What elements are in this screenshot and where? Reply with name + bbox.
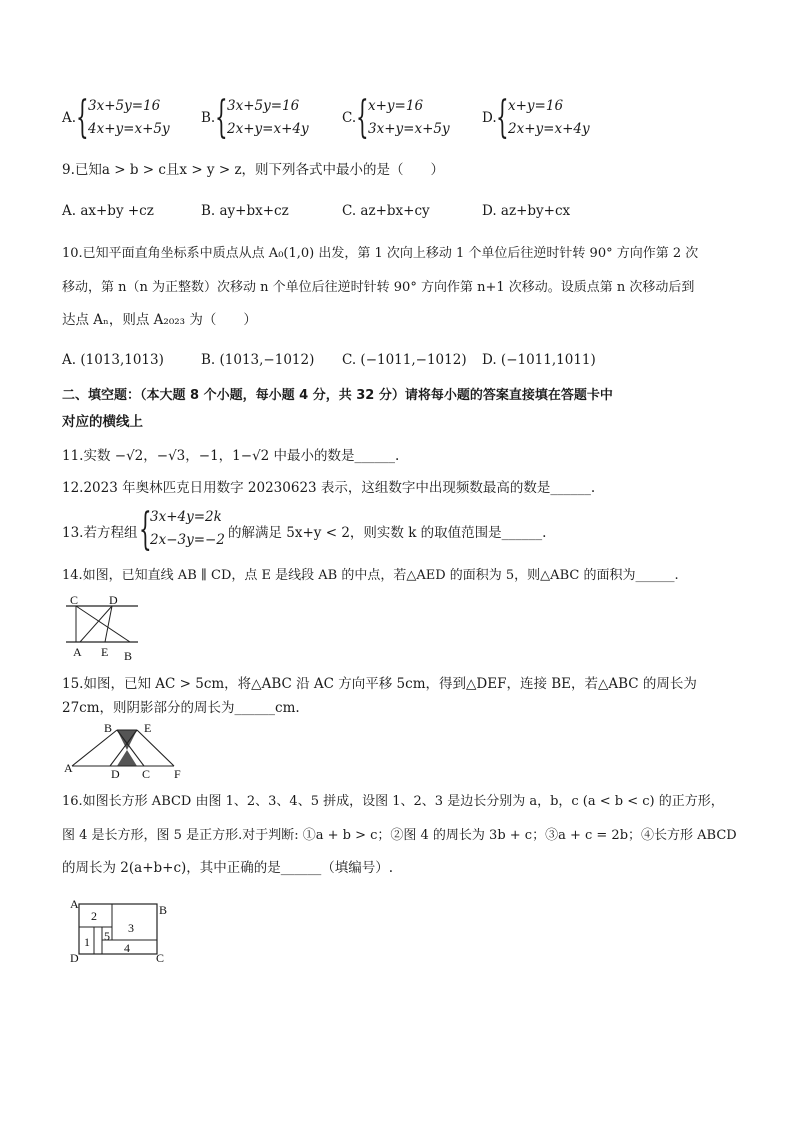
q14-figure bbox=[64, 594, 144, 664]
q13-equation-1: 3x+4y=2k bbox=[150, 509, 222, 525]
q14-stem: 14.如图，已知直线 AB ∥ CD，点 E 是线段 AB 的中点，若△AED 的面积为 5，则△ABC 的面积为______. bbox=[62, 568, 679, 583]
q15-figure bbox=[64, 720, 184, 780]
brace: { bbox=[356, 92, 369, 143]
q9-option-d[interactable]: D. az+by+cx bbox=[482, 203, 571, 219]
point-label: C bbox=[70, 594, 79, 607]
brace: { bbox=[215, 92, 228, 143]
section-2-heading: 二、填空题：（本大题 8 个小题，每小题 4 分，共 32 分）请将每小题的答案直接填在答题卡中 bbox=[62, 388, 613, 403]
q8-option-c[interactable] bbox=[342, 92, 472, 143]
q10-line-3: 达点 Aₙ，则点 A₂₀₂₃ 为（ ） bbox=[62, 312, 257, 328]
equation-2: 4x+y=x+5y bbox=[88, 121, 170, 137]
point-label: E bbox=[101, 645, 109, 659]
equation-2: 2x+y=x+4y bbox=[227, 121, 309, 137]
brace: { bbox=[496, 92, 509, 143]
region-label: 4 bbox=[124, 941, 130, 955]
q10-line-1: 10.已知平面直角坐标系中质点从点 A₀(1,0) 出发，第 1 次向上移动 1 个单位后往逆时针转 90° 方向作第 2 次 bbox=[62, 246, 699, 261]
q16-line-2: 图 4 是长方形，图 5 是正方形.对于判断: ①a + b > c；②图 4 的周长为 3b + c；③a + c = 2b；④长方形 ABCD bbox=[62, 828, 737, 843]
q15-line-1: 15.如图，已知 AC > 5cm，将△ABC 沿 AC 方向平移 5cm，得到△DEF，连接 BE，若△ABC 的周长为 bbox=[62, 676, 697, 692]
section-2-heading-cont: 对应的横线上 bbox=[62, 414, 143, 430]
q13 bbox=[62, 504, 622, 555]
equation-1: x+y=16 bbox=[508, 98, 564, 114]
corner-label: C bbox=[156, 951, 165, 965]
point-label: A bbox=[64, 761, 73, 775]
region-label: 3 bbox=[128, 921, 134, 935]
q9-stem: 9.已知a > b > c且x > y > z，则下列各式中最小的是（ ） bbox=[62, 162, 445, 178]
q16-figure bbox=[64, 896, 176, 966]
q10-option-a[interactable]: A. (1013,1013) bbox=[62, 352, 164, 368]
option-label: C. bbox=[342, 110, 357, 126]
equation-1: 3x+5y=16 bbox=[227, 98, 300, 114]
q13-equation-2: 2x−3y=−2 bbox=[150, 532, 225, 548]
point-label: D bbox=[111, 767, 120, 780]
point-label: C bbox=[142, 767, 151, 780]
point-label: A bbox=[73, 645, 82, 659]
brace: { bbox=[139, 504, 152, 555]
q9-option-a[interactable]: A. ax+by +cz bbox=[62, 203, 154, 219]
region-label: 5 bbox=[104, 929, 110, 943]
q8-option-a[interactable] bbox=[62, 92, 192, 143]
point-label: B bbox=[124, 649, 133, 663]
region-label: 2 bbox=[91, 909, 97, 923]
q8-option-d[interactable] bbox=[482, 92, 622, 143]
q11: 11.实数 −√2，−√3，−1，1−√2 中最小的数是______. bbox=[62, 448, 400, 464]
q15-line-2: 27cm，则阴影部分的周长为______cm. bbox=[62, 700, 300, 716]
region-label: 1 bbox=[84, 935, 90, 949]
q16-line-1: 16.如图长方形 ABCD 由图 1、2、3、4、5 拼成，设图 1、2、3 是边长分别为 a，b，c (a < b < c) 的正方形， bbox=[62, 794, 724, 809]
point-label: B bbox=[104, 721, 113, 735]
corner-label: B bbox=[159, 903, 168, 917]
point-label: E bbox=[144, 721, 152, 735]
q10-option-d[interactable]: D. (−1011,1011) bbox=[482, 352, 596, 368]
q13-prefix: 13.若方程组 bbox=[62, 525, 138, 541]
q9-option-c[interactable]: C. az+bx+cy bbox=[342, 203, 430, 219]
q12: 12.2023 年奥林匹克日用数字 20230623 表示，这组数字中出现频数最高的数是______. bbox=[62, 480, 596, 496]
point-label: F bbox=[174, 767, 181, 780]
option-label: D. bbox=[482, 110, 497, 126]
q10-line-2: 移动，第 n（n 为正整数）次移动 n 个单位后往逆时针转 90° 方向作第 n+1 次移动。设质点第 n 次移动后到 bbox=[62, 280, 695, 295]
q8-option-b[interactable] bbox=[201, 92, 331, 143]
q9-option-b[interactable]: B. ay+bx+cz bbox=[201, 203, 289, 219]
equation-1: 3x+5y=16 bbox=[88, 98, 161, 114]
q16-line-3: 的周长为 2(a+b+c)，其中正确的是______（填编号）. bbox=[62, 860, 394, 876]
brace: { bbox=[76, 92, 89, 143]
point-label: D bbox=[109, 594, 118, 607]
corner-label: A bbox=[70, 897, 79, 911]
corner-label: D bbox=[70, 951, 79, 965]
equation-2: 3x+y=x+5y bbox=[368, 121, 450, 137]
q10-option-b[interactable]: B. (1013,−1012) bbox=[201, 352, 315, 368]
equation-2: 2x+y=x+4y bbox=[508, 121, 590, 137]
q13-suffix: 的解满足 5x+y < 2，则实数 k 的取值范围是______. bbox=[228, 525, 547, 541]
option-label: A. bbox=[62, 110, 77, 126]
option-label: B. bbox=[201, 110, 216, 126]
equation-1: x+y=16 bbox=[368, 98, 424, 114]
q10-option-c[interactable]: C. (−1011,−1012) bbox=[342, 352, 467, 368]
